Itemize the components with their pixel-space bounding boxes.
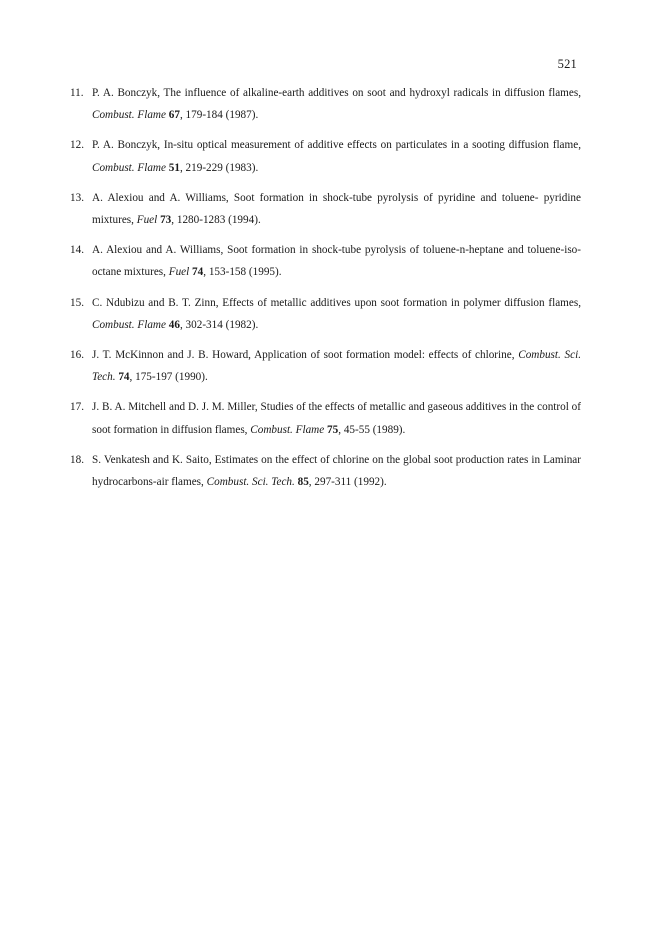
reference-item: [70, 396, 581, 440]
reference-number: 15.: [70, 296, 84, 309]
reference-body: [92, 134, 581, 178]
reference-number: 17.: [70, 401, 84, 414]
reference-journal: Combust. Flame: [92, 318, 166, 331]
reference-volume: 46: [168, 318, 180, 331]
reference-journal: Fuel: [136, 214, 158, 227]
reference-text: J. B. A. Mitchell and D. J. M. Miller, Studies of the effects of metallic and gaseous additives in the control of soot formation in diffusion flames,: [92, 401, 581, 436]
reference-item: [70, 134, 581, 178]
reference-text: C. Ndubizu and B. T. Zinn, Effects of metallic additives upon soot formation in polymer diffusion flames,: [92, 296, 581, 309]
reference-journal: Fuel: [168, 266, 190, 279]
reference-item: [70, 82, 581, 126]
reference-pages-year: , 153-158 (1995).: [203, 266, 282, 279]
reference-pages-year: , 45-55 (1989).: [338, 423, 406, 436]
reference-item: [70, 449, 581, 493]
reference-pages-year: , 297-311 (1992).: [308, 476, 387, 489]
reference-number: 18.: [70, 453, 84, 466]
reference-body: [92, 187, 581, 231]
reference-pages-year: , 302-314 (1982).: [179, 318, 259, 331]
reference-text: J. T. McKinnon and J. B. Howard, Application of soot formation model: effects of chlorine,: [92, 349, 515, 362]
reference-volume: 85: [297, 476, 309, 489]
reference-pages-year: , 219-229 (1983).: [179, 161, 259, 174]
reference-text: S. Venkatesh and K. Saito, Estimates on the effect of chlorine on the global soot production rates in Laminar hydrocarbons-air flames,: [92, 453, 581, 489]
reference-journal: Combust. Sci. Tech.: [206, 476, 295, 489]
reference-item: [70, 187, 581, 231]
reference-journal: Combust. Flame: [92, 109, 166, 122]
reference-pages-year: , 1280-1283 (1994).: [171, 214, 261, 227]
reference-item: [70, 292, 581, 336]
reference-number: 12.: [70, 139, 84, 152]
reference-list: [70, 82, 581, 501]
reference-body: [92, 292, 581, 336]
reference-number: 14.: [70, 244, 84, 257]
reference-journal: Combust. Flame: [92, 161, 166, 174]
reference-body: [92, 239, 581, 283]
reference-volume: 75: [327, 423, 339, 436]
reference-volume: 73: [160, 214, 172, 227]
reference-text: P. A. Bonczyk, In-situ optical measurement of additive effects on particulates in a sooting diffusion flame,: [92, 139, 581, 152]
reference-number: 11.: [70, 87, 84, 99]
reference-journal: Combust. Flame: [250, 423, 325, 436]
reference-number: 13.: [70, 191, 84, 204]
reference-body: [92, 344, 581, 388]
reference-volume: 51: [168, 161, 180, 174]
reference-text: P. A. Bonczyk, The influence of alkaline-earth additives on soot and hydroxyl radicals in diffusion flames,: [92, 87, 581, 99]
reference-body: [92, 449, 581, 493]
reference-item: [70, 344, 581, 388]
reference-pages-year: , 179-184 (1987).: [179, 109, 259, 122]
page-number: 521: [557, 57, 577, 71]
reference-volume: 74: [118, 371, 130, 384]
reference-item: [70, 239, 581, 283]
reference-text: A. Alexiou and A. Williams, Soot formation in shock-tube pyrolysis of pyridine and toluene- pyridine mixtures,: [92, 191, 581, 227]
reference-pages-year: , 175-197 (1990).: [129, 371, 208, 384]
reference-text: A. Alexiou and A. Williams, Soot formation in shock-tube pyrolysis of toluene-n-heptane and toluene-iso-octane mixtures,: [92, 244, 581, 279]
reference-number: 16.: [70, 349, 84, 362]
reference-journal: Combust. Sci. Tech.: [92, 349, 582, 384]
reference-body: [92, 82, 581, 126]
reference-volume: 74: [192, 266, 204, 279]
reference-volume: 67: [168, 109, 180, 122]
reference-body: [92, 396, 581, 440]
